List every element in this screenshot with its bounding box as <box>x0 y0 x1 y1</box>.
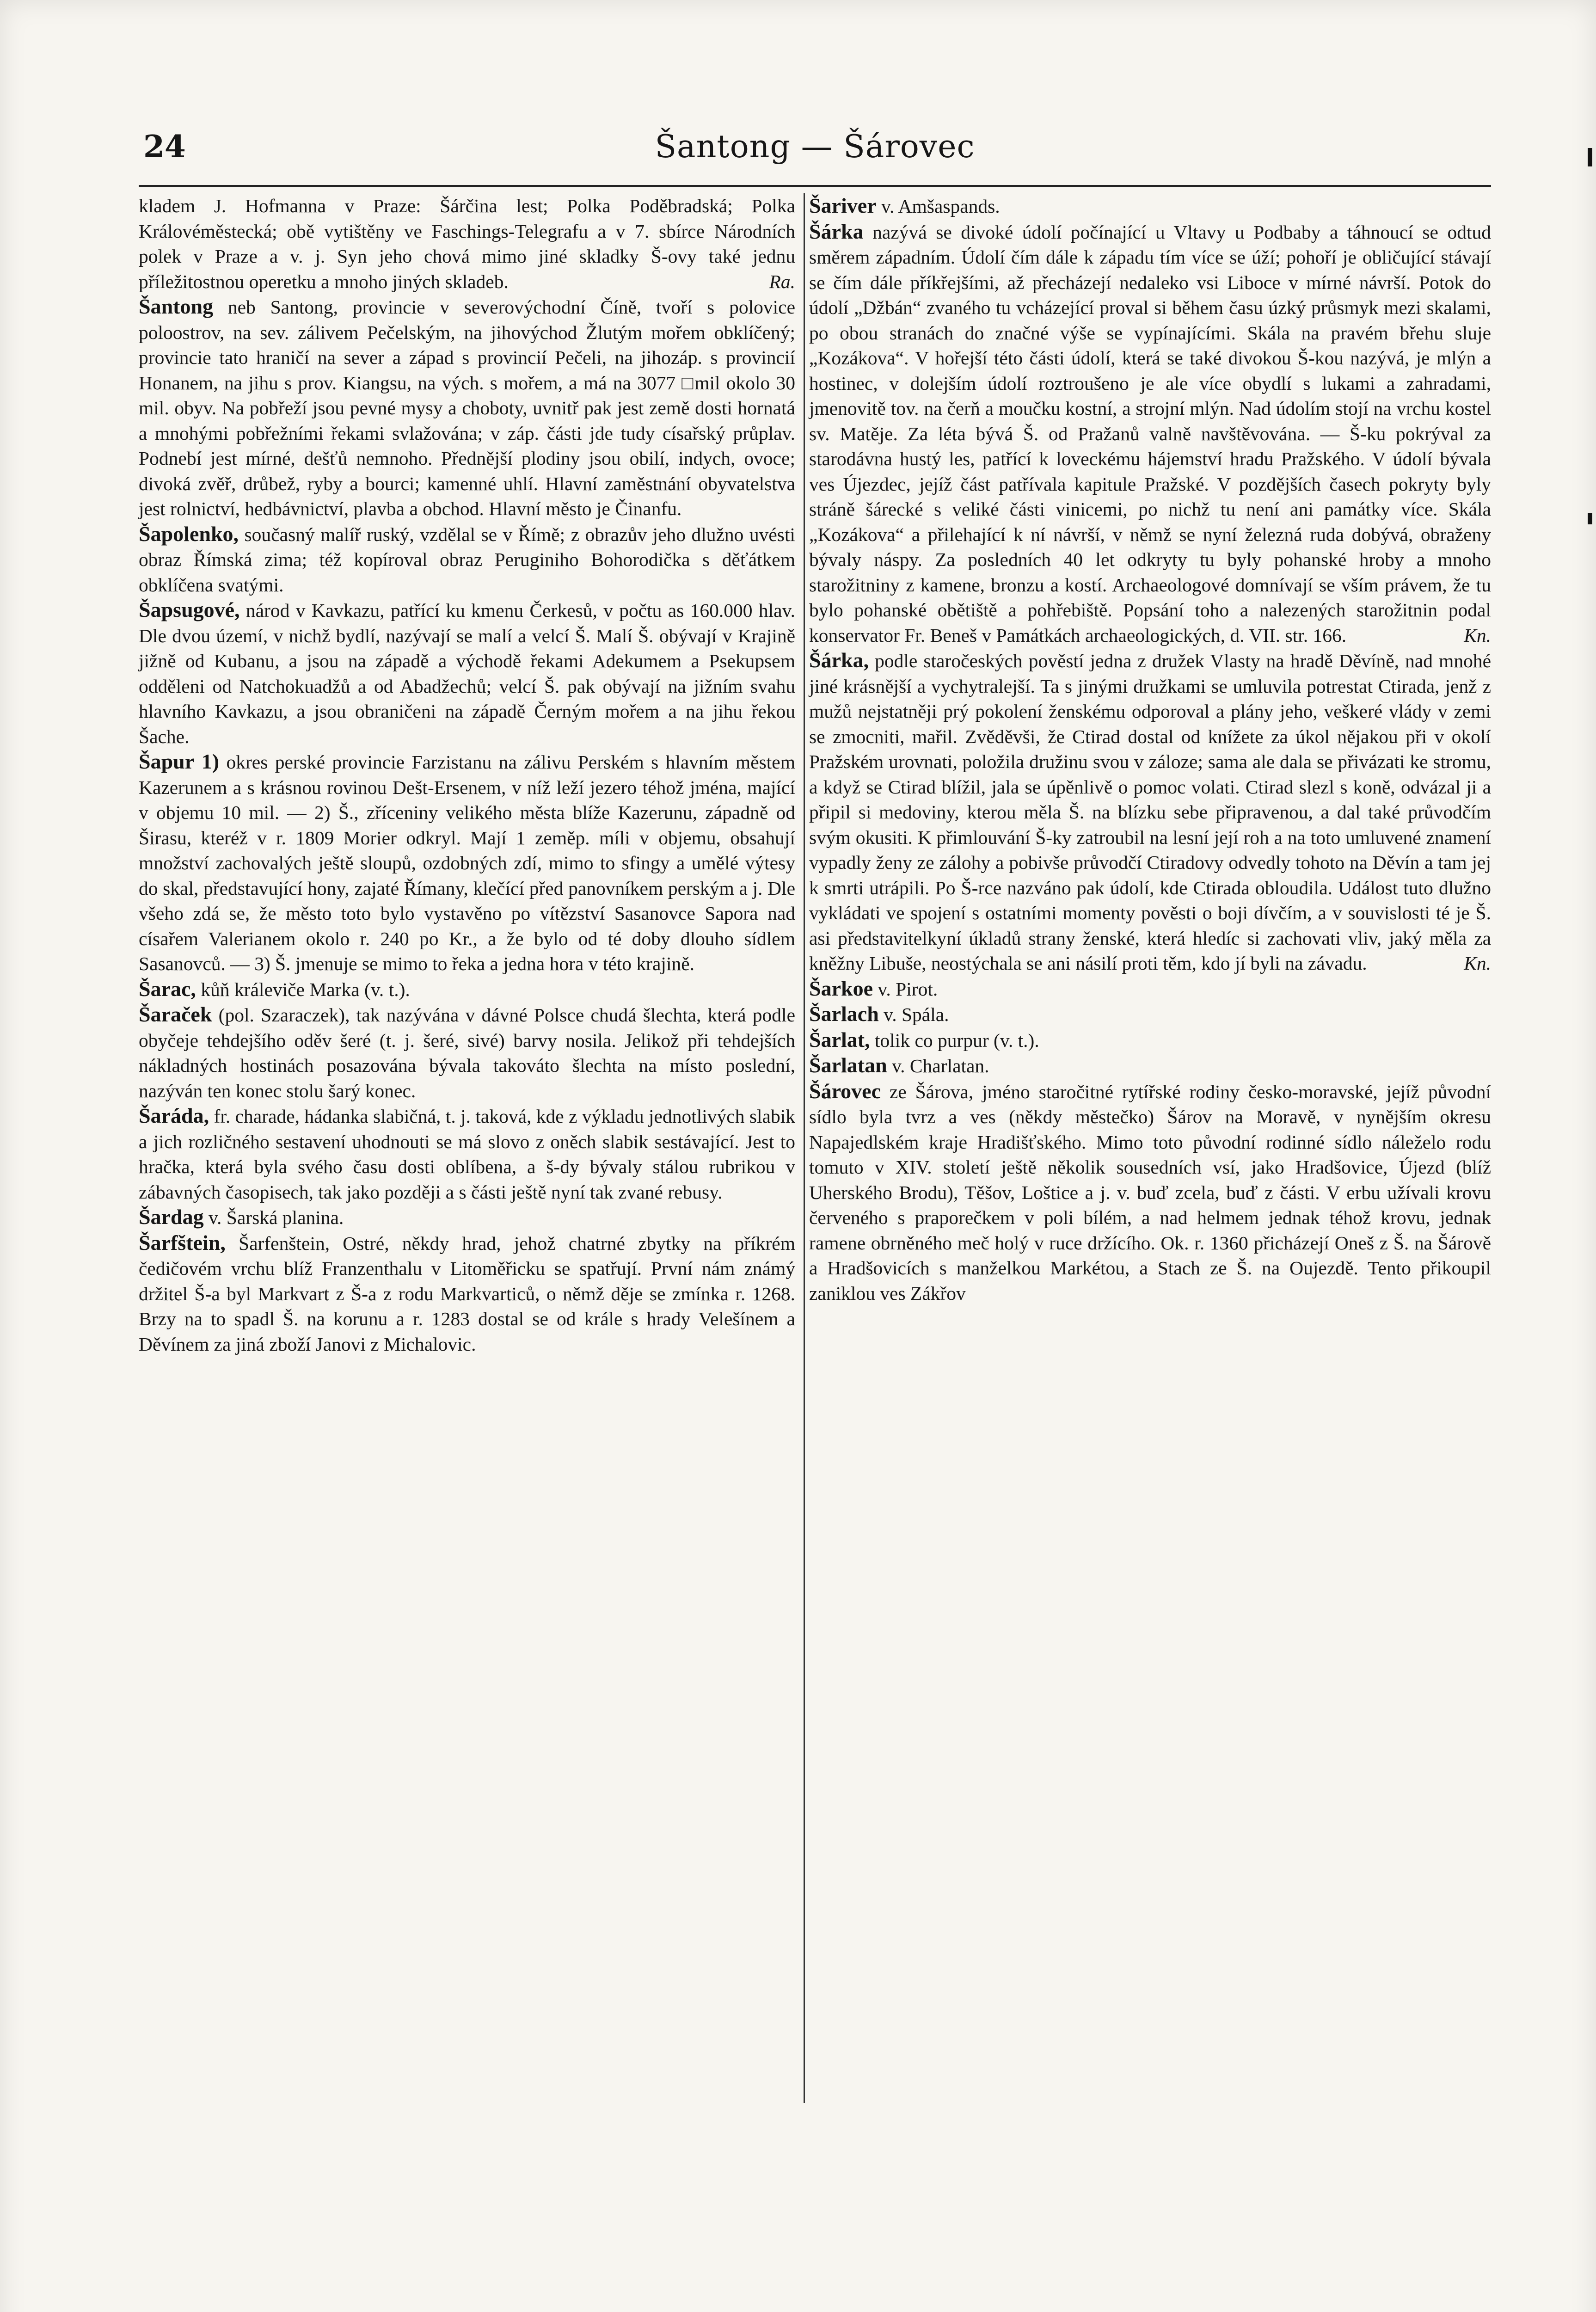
column-divider <box>804 193 805 2103</box>
entry-text: (pol. Szaraczek), tak nazývána v dávné Polsce chudá šlechta, která podle obyčeje tehdejšího oděv šeré (t. j. šeré, sivé) barvy nosila. Jelikož při tehdejších nákladných hostinách posazována bývala takováto šlechta na místo poslední, nazýván ten konec stolu šarý konec. <box>139 1004 796 1101</box>
dictionary-entry <box>139 193 795 294</box>
entry-headword: Šariver <box>809 194 877 217</box>
entry-headword: Šapur 1) <box>139 750 220 773</box>
entry-text: v. Šarská planina. <box>208 1207 344 1228</box>
dictionary-entry <box>139 1002 795 1103</box>
dictionary-entry <box>139 597 795 749</box>
entry-headword: Šaráda, <box>139 1104 209 1127</box>
entry-headword: Šárka <box>809 219 864 243</box>
entry-headword: Šapsugové, <box>139 598 240 621</box>
entry-headword: Šárka, <box>809 648 869 672</box>
entry-text: nazývá se divoké údolí počínající u Vltavy u Podbaby a táhnoucí se odtud směrem západním. Údolí čím dále k západu tím více se úží; pohoří je obličující stávají se čím dále příkřejšími, až přecházejí nedaleko vsi Liboce v mírné návrší. Potok do údolí „Džbán“ zvaného tu vcházející proval si během času úzký průsmyk mezi skalami, po obou stranách do značné výše se vypínajícími. Skála na pravém břehu sluje „Kozákova“. V hořejší této části údolí, která se také divokou Š-kou nazývá, je mlýn a hostinec, v dolejším údolí roztroušeno je ale více obydlí s lukami a zahradami, jmenovitě tov. na čerň a moučku kostní, a strojní mlýn. Nad údolím stojí na vrchu kostel sv. Matěje. Za léta bývá Š. od Pražanů valně navštěvována. — Š-ku pokrýval za starodávna hustý les, patřící k loveckému hájemství hradu Pražského. V údolí bývala ves Újezdec, jejíž část patřívala kapitule Pražské. V pozdějších časech pokryty byly stráně šárecké s veliké části vinicemi, po nichž tu není ani památky více. Skála „Kozákova“ a přilehající k ní návrší, v němž se nyní železná ruda dobývá, obraženy bývaly náspy. Za posledních 40 let odkryty tu byly pohanské hroby a mnoho starožitniny z kamene, bronzu a kostí. Archaeologové domnívají se vším právem, že tu bylo pohanské obětiště a pohřebiště. Popsání toho a nalezených starožitnin podal konservator Fr. Beneš v Památkách archaeologických, d. VII. str. 166. <box>809 221 1491 646</box>
entry-text: okres perské provincie Farzistanu na zálivu Perském s hlavním městem Kazerunem a s krásnou rovinou Dešt-Ersenem, v níž leží jezero téhož jména, mající v objemu 10 mil. — 2) Š., zříceniny velikého města blíže Kazerunu, západně od Širasu, kteréž v r. 1809 Morier odkryl. Mají 1 zeměp. míli v objemu, obsahují množství zachovalých ještě sloupů, ozdobných zdí, mimo to sfingy a umělé výtesy do skal, představující hony, zajaté Římany, klečící před panovníkem perským a j. Dle všeho zdá se, že město toto bylo vystavěno po vítězství Sasanovce Sapora nad císařem Valerianem okolo r. 240 po Kr., a že bylo od té doby dlouho sídlem Sasanovců. — 3) Š. jmenuje se mimo to řeka a jedna hora v této krajině. <box>139 751 796 974</box>
entry-text: kůň králeviče Marka (v. t.). <box>201 978 410 1000</box>
entry-headword: Šarac, <box>139 977 196 1001</box>
author-signature: Kn. <box>1464 953 1491 974</box>
entry-headword: Šapolenko, <box>139 522 239 546</box>
dictionary-entry <box>139 749 795 977</box>
dictionary-entry <box>809 219 1491 648</box>
entry-headword: Šarfštein, <box>139 1230 226 1254</box>
entry-headword: Šarlatan <box>809 1053 887 1077</box>
dictionary-entry <box>139 1205 795 1230</box>
entry-text: kladem J. Hofmanna v Praze: Šárčina lest; Polka Poděbradská; Polka Královéměstecká; obě vytištěny ve Faschings-Telegrafu a v 7. sbírce Národních polek v Praze a v. j. Syn jeho chová mimo jiné skladky Š-ovy také jednu příležitostnou operetku a mnoho jiných skladeb. <box>139 195 795 292</box>
entry-text: ze Šárova, jméno staročitné rytířské rodiny česko-moravské, jejíž původní sídlo byla tvrz a ves (někdy městečko) Šárov na Moravě, v nynějším okresu Napajedlském kraje Hradišťského. Mimo toto původní rodinné sídlo náleželo rodu tomuto v XIV. století ještě několik sousedních vsí, jako Hradšovice, Újezd (blíž Uherského Brodu), Těšov, Loštice a j. v. buď zcela, buď z části. V erbu užívali krovu červeného s praporečkem v poli bílém, a nad helmem jednak téhož krovu, jednak ramene obrněného meč holý v ruce držícího. Ok. r. 1360 přicházejí Oneš z Š. na Šárově a Hradšovicích s manželkou Markétou, a Stach ze Š. na Oujezdě. Tento přikoupil zaniklou ves Zákřov <box>809 1081 1491 1304</box>
entry-headword: Šárovec <box>809 1079 881 1103</box>
header-rule <box>139 185 1491 187</box>
entry-headword: Šarlat, <box>809 1027 870 1051</box>
right-column <box>809 193 1491 1306</box>
dictionary-entry <box>139 1103 795 1205</box>
entry-text: neb Santong, provincie v severovýchodní Číně, tvoří s polovice poloostrov, na sev. zálivem Pečelským, na jihovýchod Žlutým mořem obklíčený; provincie tato hraničí na sever a západ s provincií Pečeli, na jihozáp. s provincií Honanem, na jihu s prov. Kiangsu, na vých. s mořem, a má na 3077 □mil okolo 30 mil. obyv. Na pobřeží jsou pevné mysy a choboty, uvnitř pak jest země dosti hornatá a mnohými pobřežními řekami svlažována; v záp. části jde tudy císařský průplav. Podnebí jest mírné, dešťů nemnoho. Přednější plodiny jsou obilí, indych, ovoce; divoká zvěř, drůbež, ryby a bourci; kamenné uhlí. Hlavní zaměstnání obyvatelstva jest rolnictví, hedbávnictví, plavba a obchod. Hlavní město je Činanfu. <box>139 296 795 519</box>
author-signature: Ra. <box>769 271 795 292</box>
dictionary-entry <box>809 1053 1491 1079</box>
entry-text: v. Pirot. <box>878 978 938 1000</box>
entry-text: v. Spála. <box>884 1004 949 1025</box>
entry-headword: Šardag <box>139 1205 204 1229</box>
entry-text: Šarfenštein, Ostré, někdy hrad, jehož chatrné zbytky na příkrém čedičovém vrchu blíž Franzenthalu v Litoměřicku se spatřují. První nám známý držitel Š-a byl Markvart z Š-a z rodu Markvarticů, o němž děje se zmínka r. 1268. Brzy na to spadl Š. na korunu a r. 1283 dostal se od krále s hrady Velešínem a Děvínem za jiná zboží Janovi z Michalovic. <box>139 1232 795 1355</box>
scan-margin-mark <box>1588 513 1592 524</box>
dictionary-entry <box>139 1230 795 1357</box>
entry-text: fr. charade, hádanka slabičná, t. j. taková, kde z výkladu jednotlivých slabik a jich rozličného sestavení uhodnouti se má slovo z oněch slabik sestávající. Jest to hračka, která byla svého času dosti oblíbena, a š-dy bývaly stálou rubrikou v zábavných časopisech, tak jako později a s části ještě nyní tak zvané rebusy. <box>139 1106 796 1203</box>
dictionary-entry <box>139 977 795 1002</box>
running-title: Šantong — Šárovec <box>655 129 975 165</box>
dictionary-entry <box>809 1002 1491 1027</box>
author-signature: Kn. <box>1464 624 1491 646</box>
entry-headword: Šaraček <box>139 1002 212 1026</box>
dictionary-entry <box>809 648 1491 976</box>
dictionary-entry <box>809 976 1491 1002</box>
entry-text: národ v Kavkazu, patřící ku kmenu Čerkesů, v počtu as 160.000 hlav. Dle dvou území, v nichž bydlí, nazývají se malí a velcí Š. Malí Š. obývají v Krajině jižně od Kubanu, a jsou na západě a východě řekami Adekumem a Psekupsem odděleni od Natchokuadžů a od Abadžechů; velcí Š. pak obývají na jižním svahu hlavního Kavkazu, a jsou obraničeni na západě Černým mořem a na jihu řekou Šache. <box>139 600 796 747</box>
entry-text: podle staročeských pověstí jedna z družek Vlasty na hradě Děvíně, nad mnohé jiné krásnější a vychytralejší. Ta s jinými družkami se umluvila potrestat Ctirada, jenž z mužů nejstatněji prý pokolení ženskému odporoval a plány jeho, veškeré vlády v zemi se zmocniti, mařil. Zvěděvši, že Ctirad dostal od knížete za úkol nějakou při v okolí Pražském urovnati, položila družinu svou v záloze; sama ale dala se přivázati ke stromu, a když se Ctirad blížil, jala se úpěnlivě o pomoc volati. Ctirad slezl s koně, odvázal ji a připil si medoviny, kterou měla Š. na blízku sebe připravenou, a dal také průvodčím svým okusiti. K přimlouvání Š-ky zatroubil na lesní její roh a na toto umluvené znamení vypadly ženy ze zálohy a pobivše průvodčí Ctiradovy odvedly tohoto na Děvín a tam jej k smrti utrápili. Po Š-rce nazváno pak údolí, kde Ctirada obloudila. Událost tuto dlužno vykládati ve spojení s ostatními momenty pověsti o boji dívčím, a v souvislosti té je Š. asi představitelkyní úkladů strany ženské, která hledíc si zachovati vliv, jaký měla za kněžny Libuše, neostýchala se ani násilí proti těm, kdo jí byli na závadu. <box>809 650 1492 974</box>
entry-headword: Šantong <box>139 295 214 318</box>
left-column <box>139 193 795 1357</box>
dictionary-entry <box>809 1027 1491 1053</box>
dictionary-entry <box>139 522 795 598</box>
entry-text: v. Charlatan. <box>892 1055 989 1076</box>
entry-text: v. Amšaspands. <box>881 196 1000 217</box>
entry-text: tolik co purpur (v. t.). <box>874 1029 1039 1051</box>
dictionary-entry <box>809 193 1491 219</box>
page-header <box>139 129 1491 179</box>
entry-headword: Šarkoe <box>809 976 873 1000</box>
entry-headword: Šarlach <box>809 1002 879 1026</box>
dictionary-entry <box>139 294 795 522</box>
page-number: 24 <box>143 129 186 165</box>
entry-text: současný malíř ruský, vzdělal se v Římě; z obrazův jeho dlužno uvésti obraz Římská zima; též kopíroval obraz Peruginiho Bohorodička s děťátkem obklíčena svatými. <box>139 523 795 596</box>
dictionary-entry <box>809 1079 1491 1306</box>
scan-margin-mark <box>1588 148 1592 166</box>
